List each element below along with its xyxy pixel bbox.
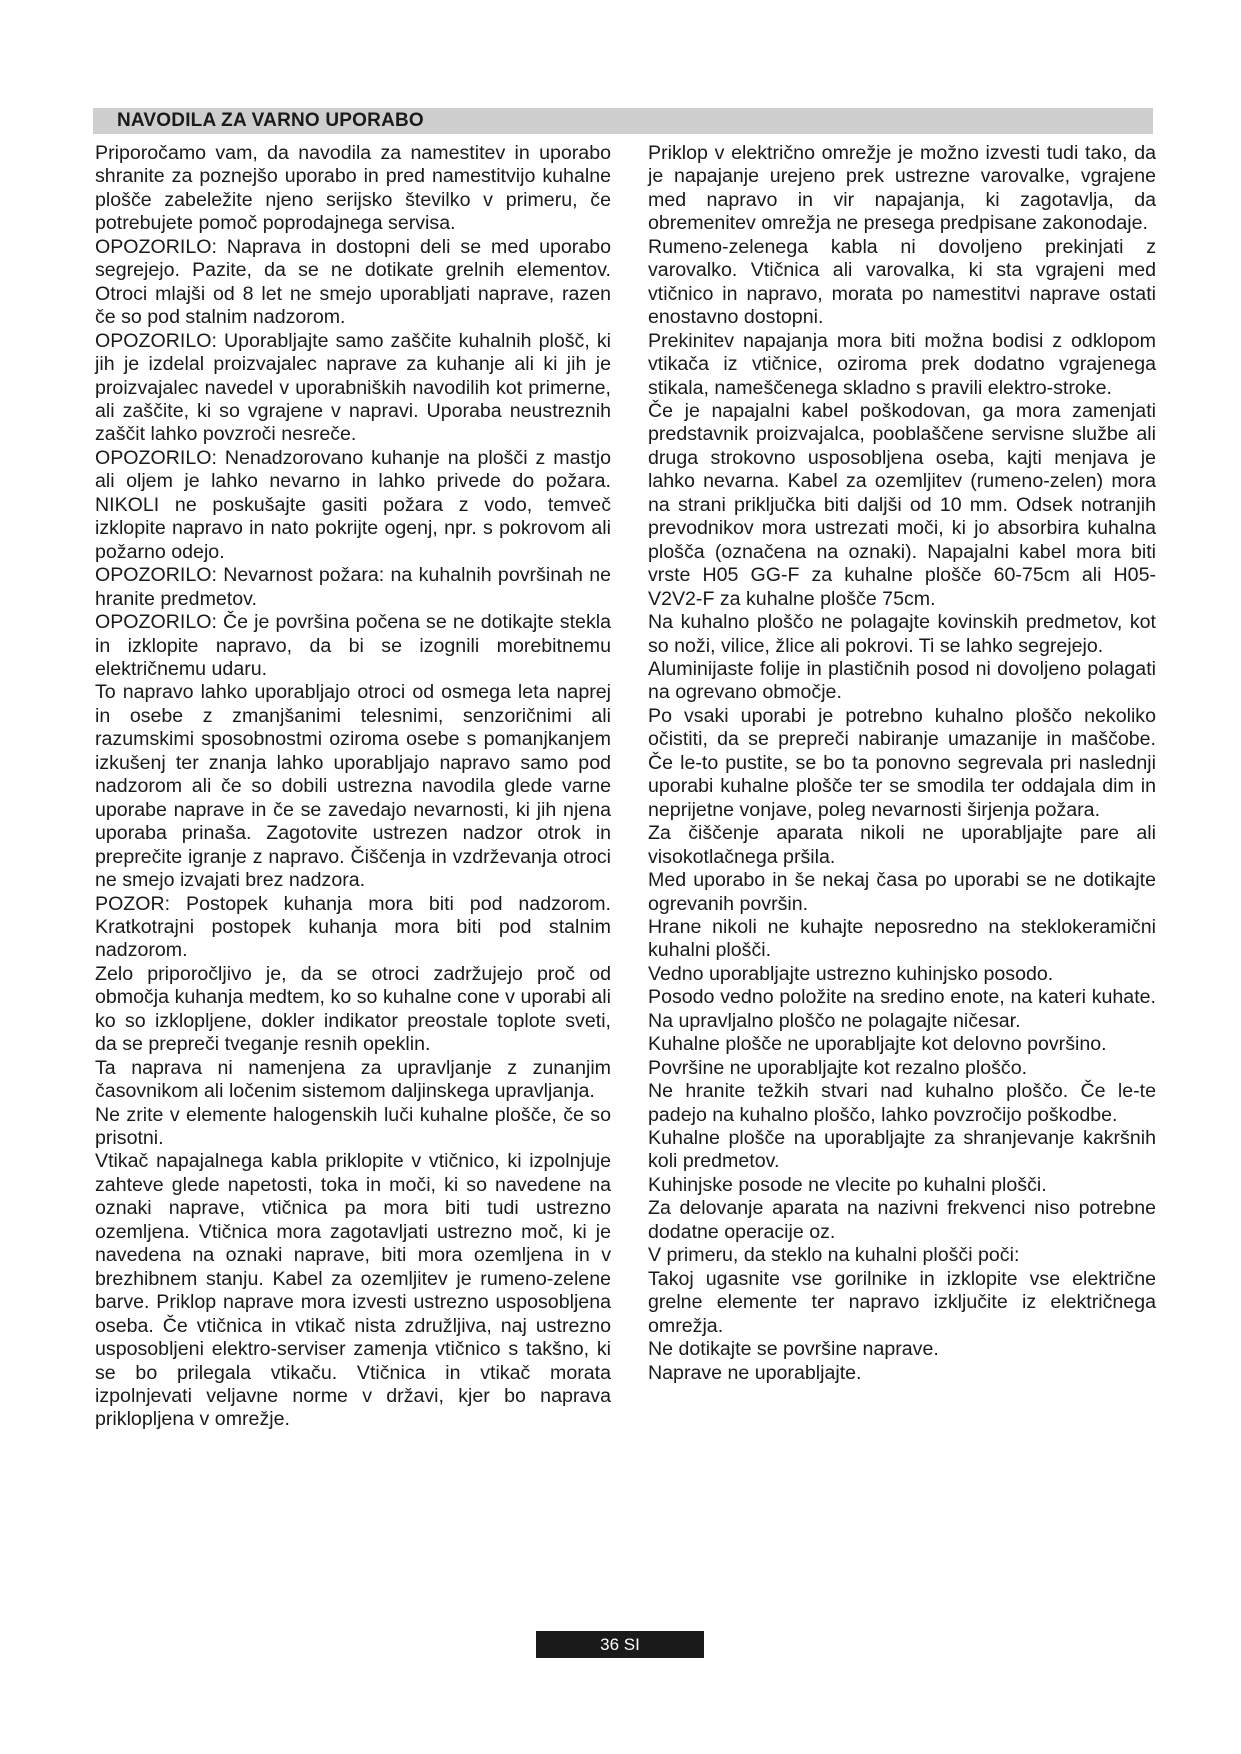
paragraph: Kuhinjske posode ne vlecite po kuhalni plošči. (648, 1173, 1047, 1196)
page-number-badge: 36 SI (536, 1631, 704, 1658)
paragraph: OPOZORILO: Naprava in dostopni deli se med uporabo segrejejo. Pazite, da se ne dotikate grelnih elementov. Otroci mlajši od 8 let ne smejo uporabljati naprave, razen če so pod stalnim nadzorom. (95, 235, 611, 329)
paragraph: Ta naprava ni namenjena za upravljanje z zunanjim časovnikom ali ločenim sistemom daljinskega upravljanja. (95, 1056, 611, 1103)
paragraph: OPOZORILO: Če je površina počena se ne dotikajte stekla in izklopite napravo, da bi se izognili morebitnemu električnemu udaru. (95, 611, 611, 680)
paragraph: Vedno uporabljajte ustrezno kuhinjsko posodo. (648, 962, 1054, 985)
paragraph: POZOR: Postopek kuhanja mora biti pod nadzorom. Kratkotrajni postopek kuhanja mora biti pod stalnim nadzorom. (95, 892, 611, 962)
paragraph: OPOZORILO: Uporabljajte samo zaščite kuhalnih plošč, ki jih je izdelal proizvajalec naprave za kuhanje ali ki jih je proizvajalec navedel v uporabniških navodilih kot primerne, ali zaščite, ki so vgrajene v napravi. Uporaba neustreznih zaščit lahko povzroči nesreče. (95, 329, 611, 446)
paragraph: Površine ne uporabljajte kot rezalno ploščo. (648, 1056, 1028, 1079)
paragraph: OPOZORILO: Nevarnost požara: na kuhalnih površinah ne hranite predmetov. (95, 564, 611, 610)
paragraph: Prekinitev napajanja mora biti možna bodisi z odklopom vtikača iz vtičnice, oziroma prek dodatno vgrajenega stikala, nameščenega skladno s pravili elektro-stroke. (648, 329, 1156, 399)
paragraph: Na kuhalno ploščo ne polagajte kovinskih predmetov, kot so noži, vilice, žlice ali pokrovi. Ti se lahko segrejejo. (648, 611, 1156, 657)
paragraph: Zelo priporočljivo je, da se otroci zadržujejo proč od območja kuhanja medtem, ko so kuhalne cone v uporabi ali ko so izklopljene, dokler indikator preostale toplote sveti, da se prepreči tveganje resnih opeklin. (95, 962, 611, 1056)
paragraph: Priporočamo vam, da navodila za namestitev in uporabo shranite za poznejšo uporabo in pred namestitvijo kuhalne plošče zabeležite njeno serijsko številko v primeru, če potrebujete pomoč poprodajnega servisa. (95, 142, 611, 235)
paragraph: Med uporabo in še nekaj časa po uporabi se ne dotikajte ogrevanih površin. (648, 869, 1156, 915)
right-column (648, 142, 1156, 1385)
paragraph: Vtikač napajalnega kabla priklopite v vtičnico, ki izpolnjuje zahteve glede napetosti, toka in moči, ki so navedene na oznaki naprave, vtičnica pa mora biti tudi ustrezno ozemljena. Vtičnica mora zagotavljati ustrezno moč, ki je navedena na oznaki naprave, biti mora ozemljena in v brezhibnem stanju. Kabel za ozemljitev je rumeno-zelene barve. Priklop naprave mora izvesti ustrezno usposobljena oseba. Če vtičnica in vtikač nista združljiva, naj ustrezno usposobljeni elektro-serviser zamenja vtičnico s takšno, ki se bo prilegala vtikaču. Vtičnica in vtikač morata izpolnjevati veljavne norme v državi, kjer bo naprava priklopljena v omrežje. (95, 1150, 611, 1431)
paragraph: Naprave ne uporabljajte. (648, 1361, 862, 1384)
paragraph: Kuhalne plošče ne uporabljajte kot delovno površino. (648, 1033, 1107, 1056)
paragraph: OPOZORILO: Nenadzorovano kuhanje na plošči z mastjo ali oljem je lahko nevarno in lahko privede do požara. NIKOLI ne poskušajte gasiti požara z vodo, temveč izklopite napravo in nato pokrijte ogenj, npr. s pokrovom ali požarno odejo. (95, 446, 611, 563)
paragraph: Priklop v električno omrežje je možno izvesti tudi tako, da je napajanje urejeno prek ustrezne varovalke, vgrajene med napravo in vir napajanja, ki zagotavlja, da obremenitev omrežja ne presega predpisane zakonodaje. (648, 142, 1156, 235)
paragraph: Ne zrite v elemente halogenskih luči kuhalne plošče, če so prisotni. (95, 1103, 611, 1150)
paragraph: Kuhalne plošče na uporabljajte za shranjevanje kakršnih koli predmetov. (648, 1127, 1156, 1173)
paragraph: Aluminijaste folije in plastičnih posod ni dovoljeno polagati na ogrevano območje. (648, 657, 1156, 704)
paragraph: Takoj ugasnite vse gorilnike in izklopite vse električne grelne elemente ter napravo izključite iz električnega omrežja. (648, 1267, 1156, 1337)
paragraph: Če je napajalni kabel poškodovan, ga mora zamenjati predstavnik proizvajalca, pooblaščene servisne službe ali druga strokovno usposobljena oseba, kajti menjava je lahko nevarna. Kabel za ozemljitev (rumeno-zelen) mora na strani priključka biti daljši od 10 mm. Odsek notranjih prevodnikov mora ustrezati moči, ki jo absorbira kuhalna plošča (označena na oznaki). Napajalni kabel mora biti vrste H05 GG-F za kuhalne plošče 60-75cm ali H05-V2V2-F za kuhalne plošče 75cm. (648, 399, 1156, 610)
paragraph: V primeru, da steklo na kuhalni plošči poči: (648, 1244, 1020, 1267)
paragraph: Posodo vedno položite na sredino enote, na kateri kuhate. Na upravljalno ploščo ne polagajte ničesar. (648, 986, 1156, 1032)
paragraph: Ne dotikajte se površine naprave. (648, 1338, 939, 1361)
paragraph: Ne hranite težkih stvari nad kuhalno ploščo. Če le-te padejo na kuhalno ploščo, lahko povzročijo poškodbe. (648, 1080, 1156, 1126)
left-column (95, 142, 611, 1432)
section-title: NAVODILA ZA VARNO UPORABO (93, 108, 1153, 134)
paragraph: Za čiščenje aparata nikoli ne uporabljajte pare ali visokotlačnega pršila. (648, 822, 1156, 868)
paragraph: Za delovanje aparata na nazivni frekvenci niso potrebne dodatne operacije oz. (648, 1197, 1156, 1243)
paragraph: To napravo lahko uporabljajo otroci od osmega leta naprej in osebe z zmanjšanimi telesnimi, senzoričnimi ali razumskimi sposobnostmi oziroma osebe s pomanjkanjem izkušenj ter znanja lahko uporabljajo napravo samo pod nadzorom ali če so dobili ustrezna navodila glede varne uporabe naprave in če se zavedajo nevarnosti, ki jih njena uporaba prinaša. Zagotovite ustrezen nadzor otrok in preprečite igranje z napravo. Čiščenja in vzdrževanja otroci ne smejo izvajati brez nadzora. (95, 681, 611, 892)
paragraph: Hrane nikoli ne kuhajte neposredno na steklokeramični kuhalni plošči. (648, 915, 1156, 962)
paragraph: Rumeno-zelenega kabla ni dovoljeno prekinjati z varovalko. Vtičnica ali varovalka, ki sta vgrajeni med vtičnico in napravo, morata po namestitvi naprave ostati enostavno dostopni. (648, 235, 1156, 329)
paragraph: Po vsaki uporabi je potrebno kuhalno ploščo nekoliko očistiti, da se prepreči nabiranje umazanije in maščobe. Če le-to pustite, se bo ta ponovno segrevala pri naslednji uporabi kuhalne plošče ter se smodila ter oddajala dim in neprijetne vonjave, poleg nevarnosti širjenja požara. (648, 704, 1156, 821)
